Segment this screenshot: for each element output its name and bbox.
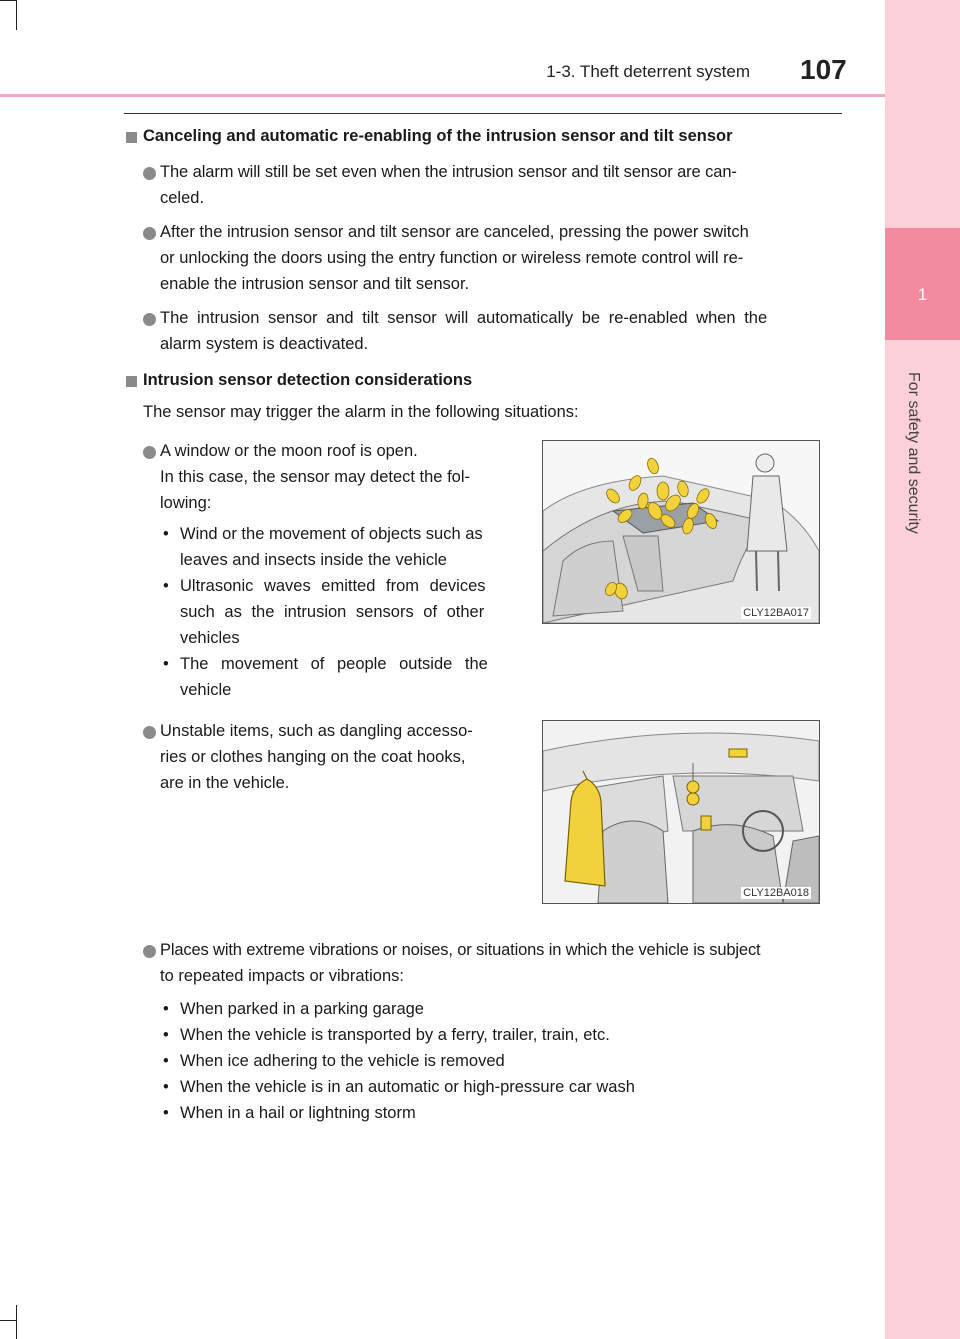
sub-item-line: leaves and insects inside the vehicle — [180, 551, 447, 569]
sub-item: When ice adhering to the vehicle is removed — [180, 1052, 505, 1070]
sub-marker: • — [163, 525, 169, 543]
situation-line: In this case, the sensor may detect the fol- — [160, 468, 470, 486]
bullet-line: The intrusion sensor and tilt sensor will automatically be re-enabled when the — [160, 309, 768, 327]
bullet-icon — [143, 313, 156, 326]
crop-mark — [16, 1305, 17, 1339]
sub-marker: • — [163, 1026, 169, 1044]
sub-marker: • — [163, 655, 169, 673]
moon-roof-illustration — [542, 440, 820, 624]
page-number: 107 — [800, 54, 847, 85]
situation-line: ries or clothes hanging on the coat hooks, — [160, 748, 466, 766]
crop-mark — [0, 1320, 16, 1321]
chapter-title: For safety and security — [905, 372, 922, 534]
heading-square-icon — [126, 376, 137, 387]
sub-item-line: The movement of people outside the — [180, 655, 488, 673]
sub-item-line: such as the intrusion sensors of other — [180, 603, 485, 621]
bullet-line: The alarm will still be set even when the intrusion sensor and tilt sensor are can- — [160, 163, 737, 181]
bullet-icon — [143, 446, 156, 459]
section-heading: Canceling and automatic re-enabling of the intrusion sensor and tilt sensor — [143, 127, 733, 145]
car-moon-roof-drawing — [543, 441, 819, 623]
sub-item-line: Ultrasonic waves emitted from devices — [180, 577, 486, 595]
sub-item: When parked in a parking garage — [180, 1000, 424, 1018]
sub-marker: • — [163, 1104, 169, 1122]
situation-bullet: A window or the moon roof is open. — [160, 442, 418, 460]
situation-line: are in the vehicle. — [160, 774, 290, 792]
bullet-line: or unlocking the doors using the entry function or wireless remote control will re- — [160, 249, 744, 267]
bullet-line: alarm system is deactivated. — [160, 335, 369, 353]
bullet-icon — [143, 227, 156, 240]
heading-square-icon — [126, 132, 137, 143]
interior-drawing — [543, 721, 819, 903]
sub-marker: • — [163, 1052, 169, 1070]
section-heading: Intrusion sensor detection considerations — [143, 371, 473, 389]
situation-line: Places with extreme vibrations or noises, or situations in which the vehicle is subject — [160, 941, 761, 959]
figure-code: CLY12BA017 — [743, 607, 809, 619]
sub-marker: • — [163, 1000, 169, 1018]
sub-item-line: Wind or the movement of objects such as — [180, 525, 483, 543]
sub-item-line: vehicles — [180, 629, 240, 647]
sub-item-line: vehicle — [180, 681, 232, 699]
bullet-line: enable the intrusion sensor and tilt sensor. — [160, 275, 470, 293]
crop-mark — [0, 0, 16, 1]
content-rule — [124, 113, 842, 114]
situation-line: lowing: — [160, 494, 212, 512]
bullet-line: celed. — [160, 189, 205, 207]
chapter-band — [885, 0, 960, 1339]
vehicle-interior-illustration — [542, 720, 820, 904]
header-rule — [0, 94, 885, 97]
bullet-icon — [143, 945, 156, 958]
figure-code: CLY12BA018 — [743, 887, 809, 899]
situation-line: Unstable items, such as dangling accesso- — [160, 722, 473, 740]
sub-item: When the vehicle is transported by a ferry, trailer, train, etc. — [180, 1026, 610, 1044]
sub-marker: • — [163, 577, 169, 595]
crop-mark — [16, 0, 17, 30]
chapter-tab — [885, 228, 960, 340]
chapter-number: 1 — [917, 285, 928, 304]
bullet-icon — [143, 167, 156, 180]
section-intro: The sensor may trigger the alarm in the following situations: — [143, 403, 579, 421]
sub-item: When in a hail or lightning storm — [180, 1104, 416, 1122]
situation-line: to repeated impacts or vibrations: — [160, 967, 404, 985]
bullet-line: After the intrusion sensor and tilt sensor are canceled, pressing the power switch — [160, 223, 749, 241]
sub-marker: • — [163, 1078, 169, 1096]
bullet-icon — [143, 726, 156, 739]
section-title: 1-3. Theft deterrent system — [546, 62, 750, 81]
sub-item: When the vehicle is in an automatic or high-pressure car wash — [180, 1078, 635, 1096]
